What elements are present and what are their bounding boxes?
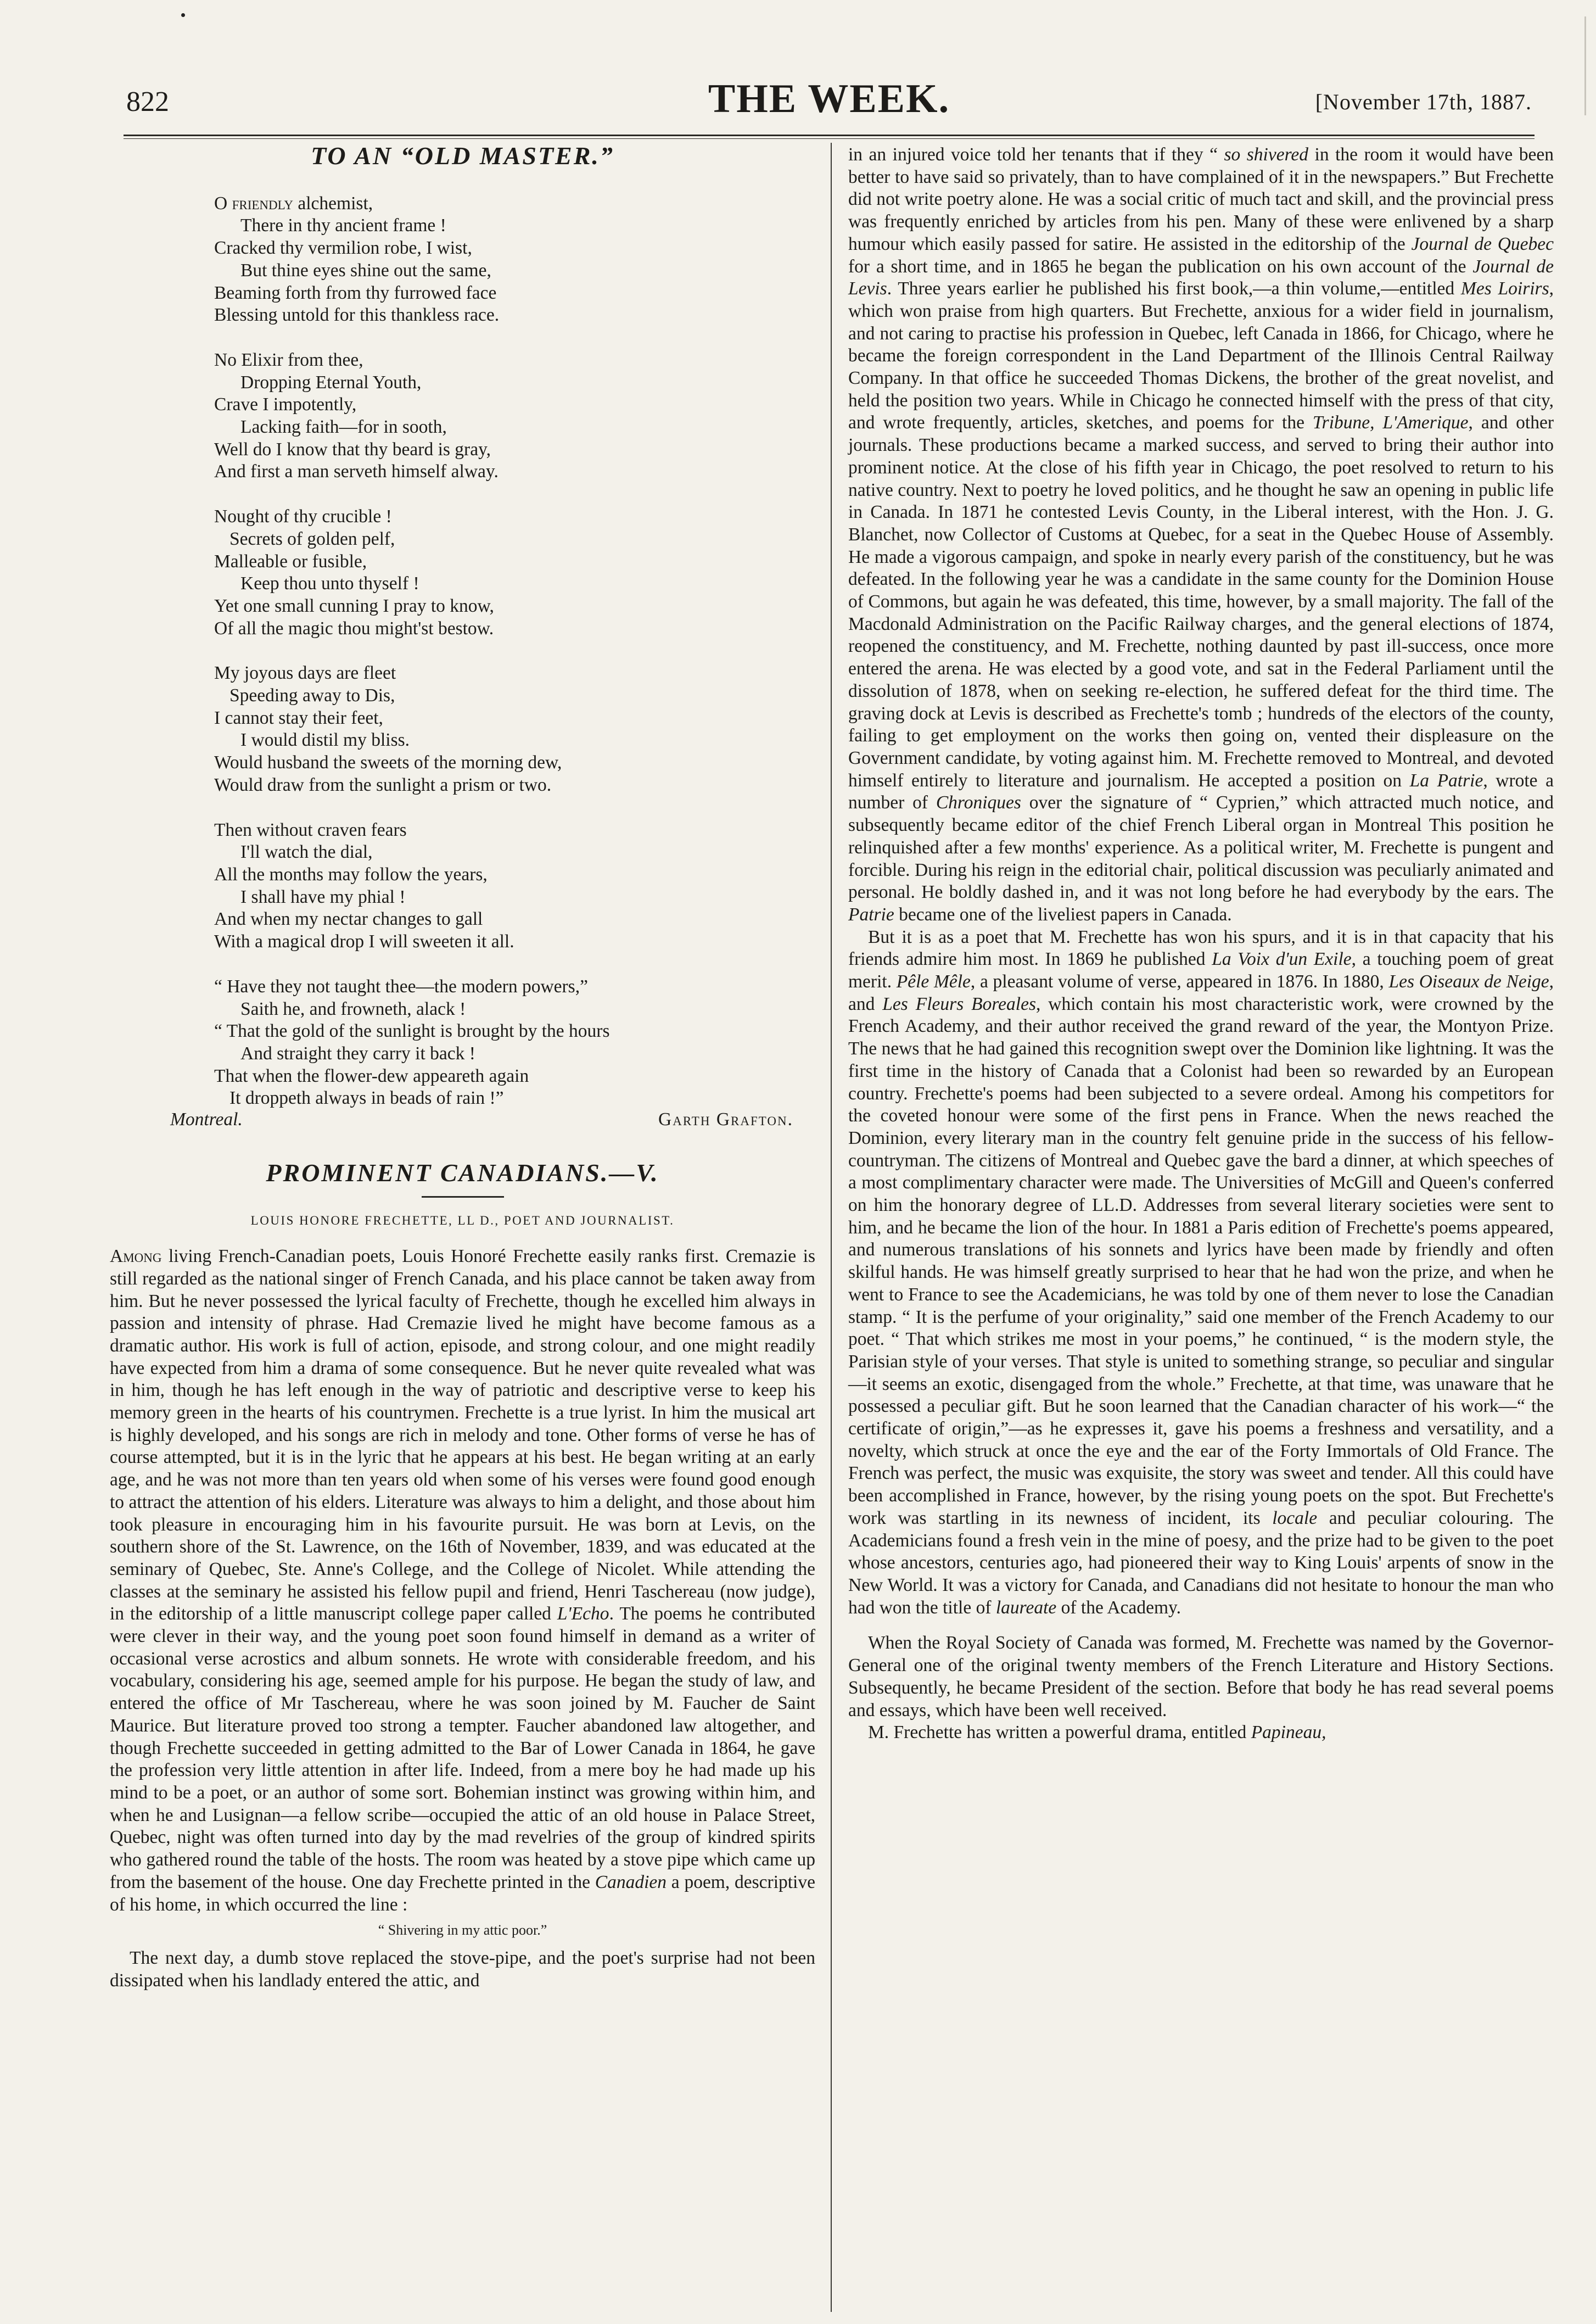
poem-line: It droppeth always in beads of rain !”: [229, 1088, 504, 1109]
poem-line: “ That the gold of the sunlight is brought by the hours: [214, 1021, 610, 1042]
article-title: PROMINENT CANADIANS.—V.: [266, 1158, 659, 1187]
journal-title: THE WEEK.: [708, 76, 950, 121]
poem-line: Of all the magic thou might'st bestow.: [214, 618, 494, 639]
poem-line: Nought of thy crucible !: [214, 506, 392, 527]
poem-line: I shall have my phial !: [240, 886, 406, 907]
poem-line: “ Have they not taught thee—the modern powers,”: [214, 976, 588, 997]
poem-line: And straight they carry it back !: [240, 1043, 475, 1064]
poem-line: There in thy ancient frame !: [240, 215, 446, 236]
poem-line: No Elixir from thee,: [214, 349, 363, 370]
poem-line: Cracked thy vermilion robe, I wist,: [214, 238, 472, 259]
article-paragraph: When the Royal Society of Canada was formed, M. Frechette was named by the Governor-General one of the original twenty members of the French Literature and History Sections. Subsequently, he became President of the section. Before that body he has read several poems and essays, which have been well received.: [848, 1633, 1554, 1720]
quoted-line: “ Shivering in my attic poor.”: [378, 1922, 547, 1938]
poem-line: Then without craven fears: [214, 819, 407, 840]
poem-opening-smallcaps: O friendly: [214, 193, 293, 214]
poem-line: O friendly alchemist,: [214, 193, 373, 214]
title-rule: [422, 1196, 504, 1198]
poem-line: Malleable or fusible,: [214, 551, 367, 572]
poem-line: Lacking faith—for in sooth,: [240, 417, 447, 438]
poem-line: And first a man serveth himself alway.: [214, 461, 499, 482]
paragraph-gap: [848, 1619, 1554, 1632]
poem-stanza: [214, 349, 815, 483]
poem-line: And when my nectar changes to gall: [214, 909, 483, 930]
poem-line: With a magical drop I will sweeten it all.: [214, 931, 514, 952]
article-paragraph: in an injured voice told her tenants that if they “ so shivered in the room it would have been better to have said so privately, than to have complained of it in the newspapers.” But Frechette did not write poetry alone. He was a social critic of much tact and skill, and the provincial press was frequently enriched by articles from his pen. Many of these were enlivened by a sharp humour which easily passed for satire. He assisted in the editorship of the Journal de Quebec for a short time, and in 1865 he began the publication on his own account of the Journal de Levis. Three years earlier he published his first book,—a thin volume,—entitled Mes Loirirs, which won praise from high quarters. But Frechette, anxious for a wider field in journalism, and not caring to practise his profession in Quebec, left Canada in 1866, for Chicago, where he became the foreign correspondent in the Land Department of the Illinois Central Railway Company. In that office he succeeded Thomas Dickens, the brother of the great novelist, and held the position two years. While in Chicago he connected himself with the press of that city, and wrote frequently, articles, sketches, and poems for the Tribune, L'Amerique, and other journals. These productions became a marked success, and served to bring their author into prominent notice. At the close of his fifth year in Chicago, the poet resolved to return to his native country. Next to poetry he loved politics, and he thought he saw an opening in public life in Canada. In 1871 he contested Levis County, in the Liberal interest, with the Hon. J. G. Blanchet, now Collector of Customs at Quebec, for a seat in the Quebec House of Assembly. He made a vigorous campaign, and spoke in nearly every parish of the constituency, but he was defeated. In the following year he was a candidate in the same county for the Dominion House of Commons, but again he was defeated, this time, however, by a small majority. The fall of the Macdonald Administration on the Pacific Railway charges, and the general elections of 1874, reopened the constituency, and M. Frechette, nothing daunted by past ill-success, once more entered the arena. He was elected by a good vote, and sat in the Federal Parliament until the dissolution of 1878, when on seeking re-election, he suffered defeat for the third time. The graving dock at Levis is described as Frechette's tomb ; hundreds of the electors of the county, failing to get employment on the works then going on, vented their displeasure on the Government candidate, by voting against him. M. Frechette removed to Montreal, and devoted himself entirely to literature and journalism. He accepted a position on La Patrie, wrote a number of Chroniques over the signature of “ Cyprien,” which attracted much notice, and subsequently became editor of the chief French Liberal organ in Montreal This position he relinquished after a few months' experience. As a political writer, M. Frechette is pungent and forcible. During his reign in the editorial chair, political discussion was peculiarly animated and personal. He boldly dashed in, and it was not long before he had everybody by the ears. The Patrie became one of the liveliest papers in Canada.: [848, 144, 1554, 925]
poem-line: That when the flower-dew appeareth again: [214, 1065, 529, 1086]
poem-body: [214, 193, 815, 1110]
page-number: 822: [126, 86, 169, 118]
left-column: [110, 144, 815, 1992]
poem-line: Would husband the sweets of the morning dew,: [214, 752, 562, 773]
masthead: [126, 70, 1532, 131]
article-paragraph: The next day, a dumb stove replaced the stove-pipe, and the poet's surprise had not been dissipated when his landlady entered the attic, and: [110, 1947, 815, 1991]
poem-line: Dropping Eternal Youth,: [240, 372, 422, 393]
poem-line: Saith he, and frowneth, alack !: [240, 998, 466, 1019]
right-column: [848, 144, 1554, 1744]
poem-signature: [170, 1109, 793, 1131]
poem-line: Speeding away to Dis,: [229, 685, 395, 706]
article-paragraph: M. Frechette has written a powerful drama, entitled Papineau,: [868, 1722, 1326, 1743]
poem-line: Well do I know that thy beard is gray,: [214, 439, 491, 460]
poem-line: Keep thou unto thyself !: [240, 573, 419, 594]
poem-line: I'll watch the dial,: [240, 842, 373, 863]
ink-speck: [181, 13, 185, 17]
poem-line: Secrets of golden pelf,: [229, 528, 395, 549]
issue-date: [November 17th, 1887.: [1315, 90, 1532, 114]
poem-line: But thine eyes shine out the same,: [240, 260, 491, 281]
poem-line: Blessing untold for this thankless race.: [214, 305, 500, 326]
poem-line: I cannot stay their feet,: [214, 707, 383, 728]
poem-stanza: [214, 506, 815, 640]
poem-stanza: [214, 819, 815, 953]
signature-place: Montreal.: [170, 1109, 243, 1130]
drop-word: Among: [110, 1246, 162, 1267]
poem-stanza: [214, 662, 815, 796]
header-rule: [124, 135, 1535, 139]
article-subtitle: LOUIS HONORE FRECHETTE, LL D., POET AND JOURNALIST.: [250, 1214, 675, 1228]
poem-line: Crave I impotently,: [214, 394, 357, 415]
poem-title: TO AN “OLD MASTER.”: [311, 142, 614, 170]
poem-line: My joyous days are fleet: [214, 663, 396, 684]
poem-line: Would draw from the sunlight a prism or two.: [214, 774, 552, 795]
signature-name: Garth Grafton.: [658, 1109, 793, 1130]
poem-line: I would distil my bliss.: [240, 730, 410, 751]
article-paragraph: Among living French-Canadian poets, Louis Honoré Frechette easily ranks first. Cremazie is still regarded as the national singer of French Canada, and his place cannot be taken away from him. But he never possessed the lyrical faculty of Frechette, though he excelled him always in passion and intensity of phrase. Had Cremazie lived he might have become famous as a dramatic author. His work is full of action, episode, and strong colour, and one might readily have expected from him a drama of some consequence. But he never quite revealed what was in him, though he has left enough in the way of patriotic and descriptive verse to keep his memory green in the hearts of his countrymen. Frechette is a true lyrist. In him the musical art is highly developed, and his songs are rich in melody and tone. Other forms of verse he has of course attempted, but it is in the lyric that he appears at his best. He began writing at an early age, and he was not more than ten years old when some of his verses were found good enough to attract the attention of his elders. Literature was always to him a delight, and those about him took pleasure in encouraging him in his favourite pursuit. He was born at Levis, on the southern shore of the St. Lawrence, on the 16th of November, 1839, and was educated at the seminary of Quebec, Ste. Anne's College, and the College of Nicolet. While attending the classes at the seminary he assisted his fellow pupil and friend, Henri Taschereau (now judge), in the editorship of a little manuscript college paper called L'Echo. The poems he contributed were clever in their way, and the young poet soon found himself in demand as a writer of occasional verse acrostics and album sonnets. He wrote with considerable freedom, and his vocabulary, considering his age, seemed ample for his purpose. He began the study of law, and entered the office of Mr Taschereau, where he was soon joined by M. Faucher de Saint Maurice. But literature proved too strong a tempter. Faucher abandoned law altogether, and though Frechette succeeded in getting admitted to the Bar of Lower Canada in 1864, he gave the profession very little attention in after life. Indeed, from a mere boy he had made up his mind to be a poet, or an author of some sort. Bohemian instinct was growing within him, and when he and Lusignan—a fellow scribe—occupied the attic of an old house in Palace Street, Quebec, night was often turned into day by the mad revelries of the group of kindred spirits who gathered round the table of the hosts. The room was heated by a stove pipe which came up from the basement of the house. One day Frechette printed in the Canadien a poem, descriptive of his home, in which occurred the line :: [110, 1246, 815, 1915]
page-edge-shadow: [1584, 16, 1586, 115]
poem-line: Beaming forth from thy furrowed face: [214, 282, 497, 303]
article-paragraph: But it is as a poet that M. Frechette has won his spurs, and it is in that capacity that his friends admire him most. In 1869 he published La Voix d'un Exile, a touching poem of great merit. Pêle Mêle, a pleasant volume of verse, appeared in 1876. In 1880, Les Oiseaux de Neige, and Les Fleurs Boreales, which contain his most characteristic work, were crowned by the French Academy, and their author received the grand reward of the year, the Montyon Prize. The news that he had gained this recognition swept over the Dominion like lightning. It was the first time in the history of Canada that a Colonist had been so rewarded by an European country. Frechette's poems had been subjected to a severe ordeal. Among his competitors for the coveted honour were some of the first pens in France. When the news reached the Dominion, every literary man in the country felt genuine pride in the success of his fellow-countryman. The citizens of Montreal and Quebec gave the bard a dinner, at which speeches of a most complimentary character were made. The Universities of McGill and Queen's conferred on him the honorary degree of LL.D. Addresses from several literary societies were sent to him, and he became the lion of the hour. In 1881 a Paris edition of Frechette's poems appeared, and numerous translations of his sonnets and lyrics have been made by friendly and often skilful hands. He was himself greatly surprised to hear that he had won the prize, and when he went to France to see the Academicians, he was told by one of them never to lose the Canadian stamp. “ It is the perfume of your originality,” said one member of the French Academy to our poet. “ That which strikes me most in your poems,” he continued, “ is the modern style, the Parisian style of your verses. That style is united to something strange, so peculiar and singular—it seems an exotic, disengaged from the whole.” Frechette, at that time, was unaware that he possessed a peculiar gift. But he soon learned that the Canadian character of his work—“ the certificate of origin,”—as he expresses it, gave his poems a freshness and versatility, and a novelty, which struck at once the eye and the ear of the Forty Immortals of Old France. The French was perfect, the music was exquisite, the story was sweet and tender. All this could have been accomplished in France, however, by the rising young poets on the spot. But Frechette's work was startling in its newness of incident, its locale and peculiar colouring. The Academicians found a fresh vein in the mine of poesy, and the prize had to be given to the poet whose ancestors, centuries ago, had pioneered their way to King Louis' arpents of snow in the New World. It was a victory for Canada, and Canadians did not hesitate to honour the man who had won the title of laureate of the Academy.: [848, 926, 1554, 1618]
poem-line: All the months may follow the years,: [214, 864, 488, 885]
poem-line: Yet one small cunning I pray to know,: [214, 595, 494, 616]
poem-stanza: [214, 193, 815, 327]
column-divider: [831, 143, 832, 2312]
poem-stanza: [214, 976, 815, 1110]
